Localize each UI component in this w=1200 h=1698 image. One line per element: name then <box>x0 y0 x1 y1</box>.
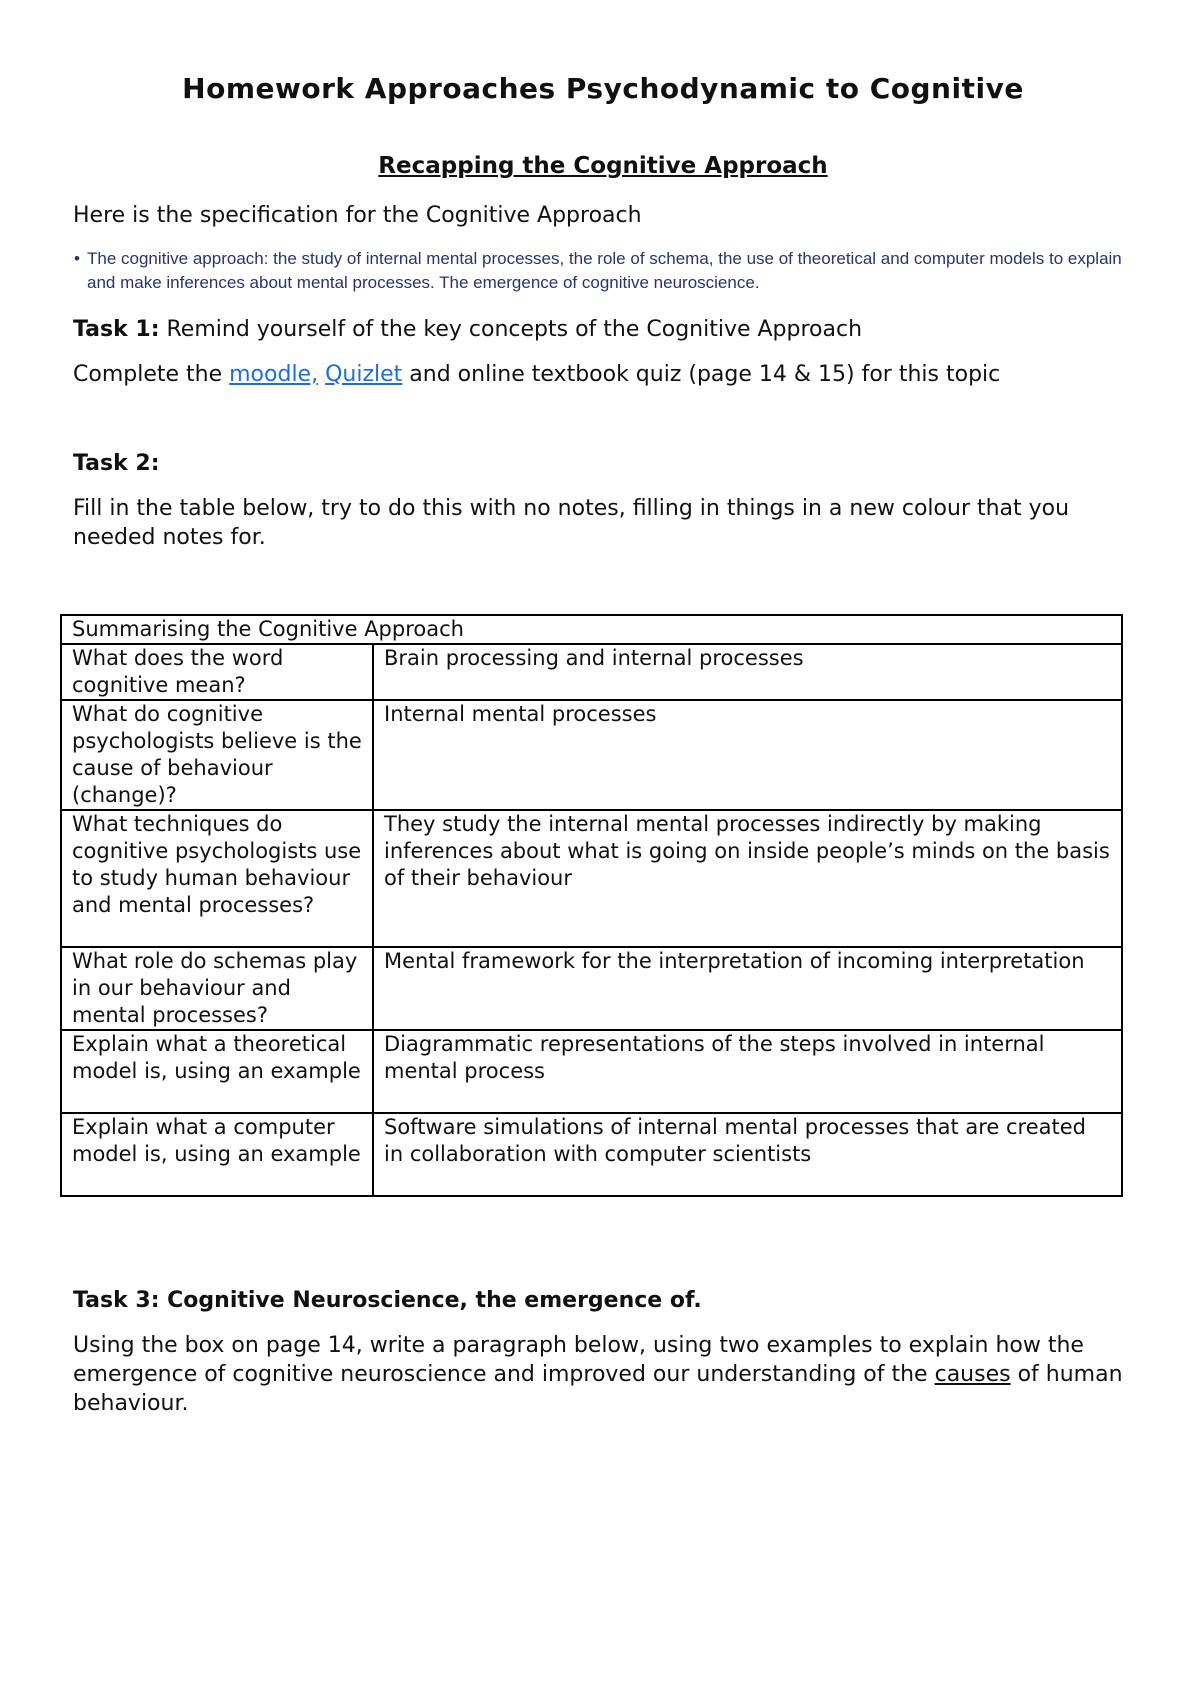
summary-table <box>60 614 1123 1197</box>
answer-cell[interactable]: Mental framework for the interpretation of incoming interpretation <box>373 947 1122 1030</box>
spec-intro: Here is the specification for the Cognitive Approach <box>73 203 642 228</box>
task3-description <box>73 1331 1133 1418</box>
answer-cell[interactable]: Diagrammatic representations of the steps involved in internal mental process <box>373 1030 1122 1113</box>
task1-text: Remind yourself of the key concepts of the Cognitive Approach <box>159 317 863 342</box>
table-row <box>61 947 1122 1030</box>
table-caption: Summarising the Cognitive Approach <box>61 615 1122 644</box>
table-row <box>61 1113 1122 1196</box>
table-row <box>61 810 1122 947</box>
task3-desc-underlined: causes <box>934 1362 1011 1387</box>
task1-label: Task 1: <box>73 317 160 342</box>
table-row <box>61 700 1122 810</box>
section-heading: Recapping the Cognitive Approach <box>378 153 828 179</box>
table-row <box>61 644 1122 700</box>
task1-line-suffix: and online textbook quiz (page 14 & 15) for this topic <box>402 362 1001 387</box>
task1-line-prefix: Complete the <box>73 362 230 387</box>
task3-desc-after: of human behaviour. <box>73 1362 1123 1416</box>
question-cell: Explain what a theoretical model is, using an example <box>61 1030 373 1113</box>
question-cell: What role do schemas play in our behaviour and mental processes? <box>61 947 373 1030</box>
task1-instructions <box>73 360 1133 389</box>
task2-description: Fill in the table below, try to do this with no notes, filling in things in a new colour that you needed notes for. <box>73 496 1070 550</box>
question-cell: What do cognitive psychologists believe is the cause of behaviour (change)? <box>61 700 373 810</box>
task3-label: Task 3: Cognitive Neuroscience, the emergence of. <box>73 1288 702 1313</box>
table-caption-row <box>61 615 1122 644</box>
task3-desc-before: Using the box on page 14, write a paragraph below, using two examples to explain how the emergence of cognitive neuroscience and improved our understanding of the <box>73 1333 1084 1387</box>
task2-label: Task 2: <box>73 451 160 476</box>
table-row <box>61 1030 1122 1113</box>
answer-cell[interactable]: Brain processing and internal processes <box>373 644 1122 700</box>
answer-cell[interactable]: Software simulations of internal mental processes that are created in collaboration with computer scientists <box>373 1113 1122 1196</box>
spec-bullet-text: The cognitive approach: the study of internal mental processes, the role of schema, the use of theoretical and computer models to explain and make inferences about mental processes. The emergence of cognitive neuroscience. <box>87 249 1122 292</box>
bullet-icon: • <box>74 249 80 268</box>
moodle-link[interactable]: moodle, <box>229 362 319 387</box>
spec-bullet <box>74 247 1137 295</box>
answer-cell[interactable]: They study the internal mental processes indirectly by making inferences about what is going on inside people’s minds on the basis of their behaviour <box>373 810 1122 947</box>
question-cell: Explain what a computer model is, using an example <box>61 1113 373 1196</box>
task3-heading <box>73 1286 1133 1315</box>
question-cell: What does the word cognitive mean? <box>61 644 373 700</box>
answer-cell[interactable]: Internal mental processes <box>373 700 1122 810</box>
question-cell: What techniques do cognitive psychologists use to study human behaviour and mental processes? <box>61 810 373 947</box>
task1-heading <box>73 315 1133 344</box>
task2-heading <box>73 449 1133 478</box>
document-title: Homework Approaches Psychodynamic to Cognitive <box>182 72 1024 105</box>
quizlet-link[interactable]: Quizlet <box>325 362 403 387</box>
